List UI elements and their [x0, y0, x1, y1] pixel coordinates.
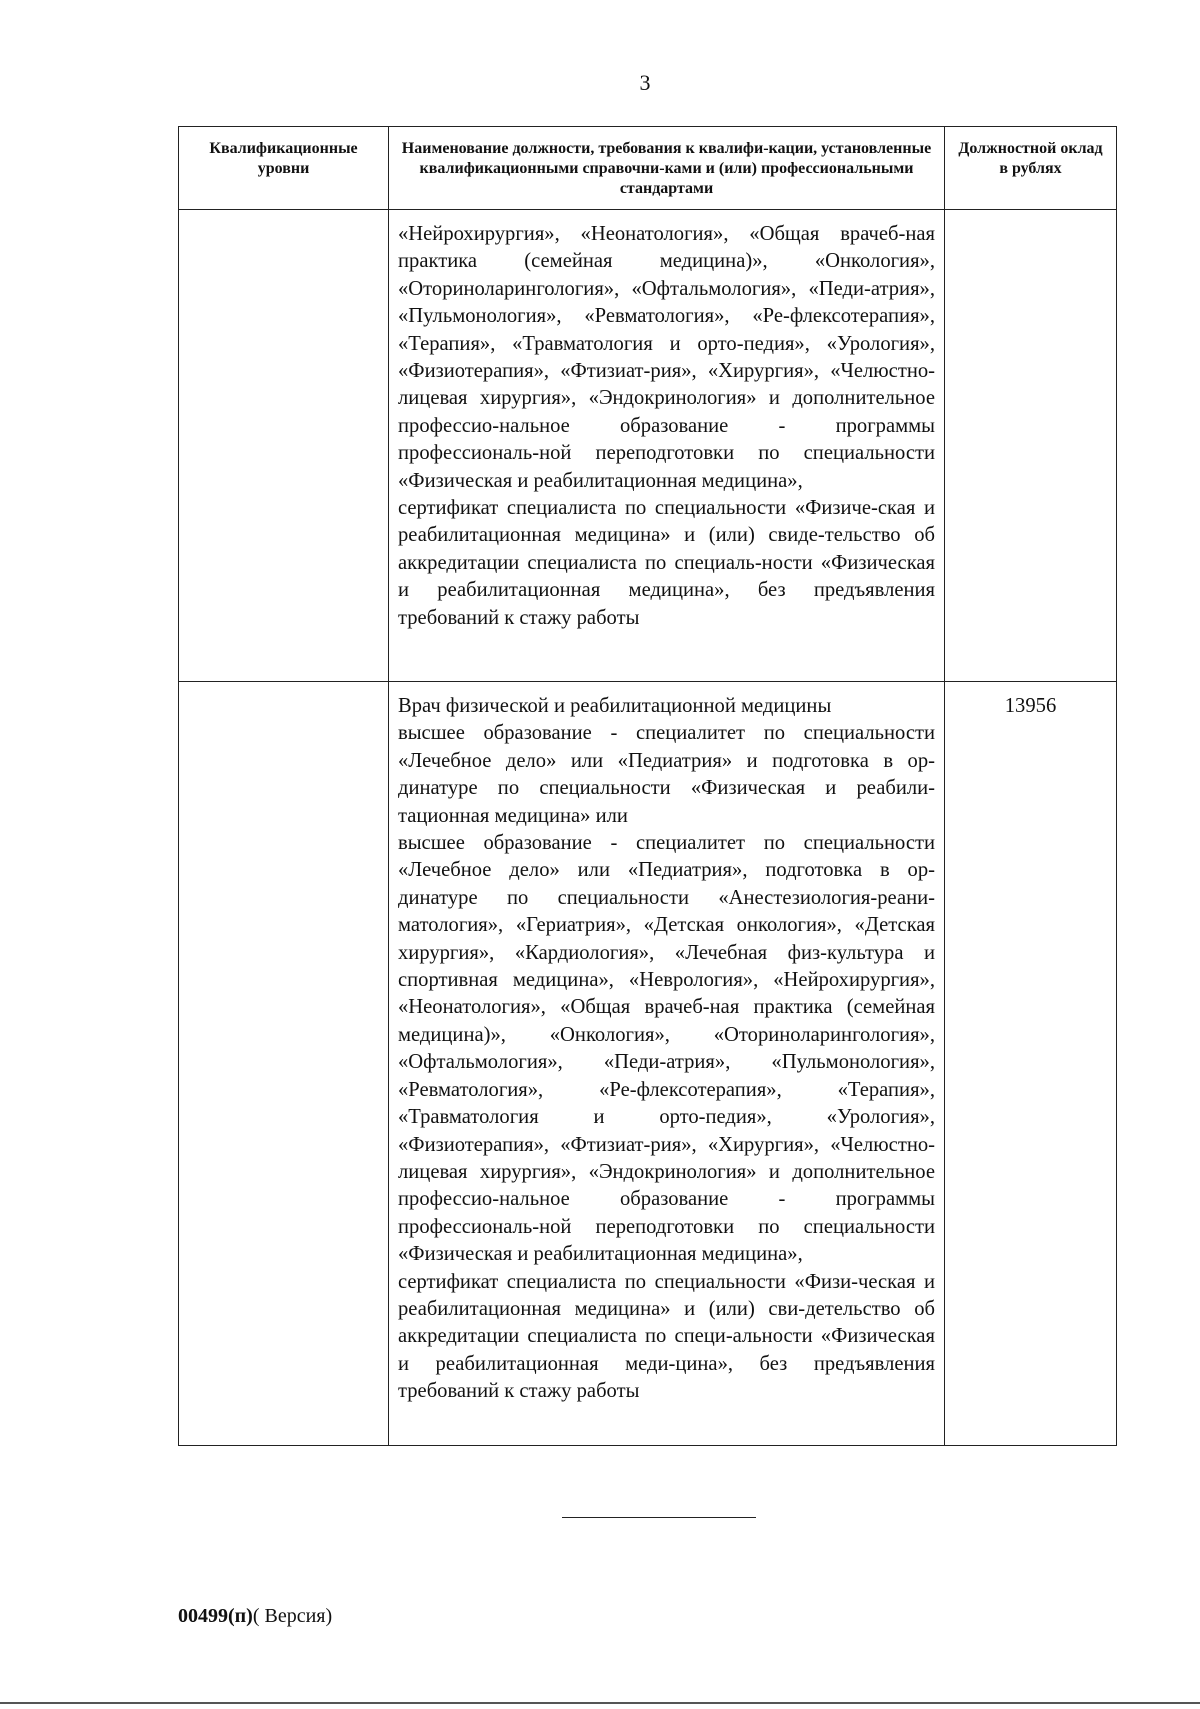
document-code-version: ( Версия): [252, 1605, 333, 1627]
description-cell: [389, 210, 945, 682]
level-cell: [179, 210, 389, 682]
description-cell: [389, 682, 945, 1446]
level-cell: [179, 682, 389, 1446]
salary-cell: [945, 682, 1117, 1446]
table-row: [179, 210, 1117, 682]
salary-value: [946, 211, 1115, 231]
table-row: [179, 682, 1117, 1446]
salary-value: 13956: [1004, 695, 1057, 717]
header-position-requirements: Наименование должности, требования к квалифи-кации, установленные квалификационными справочни-ками и (или) профессиональными стандартами: [389, 127, 945, 210]
document-code: [178, 1605, 332, 1628]
description-text: «Нейрохирургия», «Неонатология», «Общая врачеб-ная практика (семейная медицина)», «Онкология», «Оториноларингология», «Офтальмология», «Педи-атрия», «Пульмонология», «Ревматология», «Ре-флексотерапия», «Терапия», «Травматология и орто-педия», «Урология», «Физиотерапия», «Фтизиат-рия», «Хирургия», «Челюстно-лицевая хирургия», «Эндокринология» и дополнительное профессио-нальное образование - программы профессиональ-ной переподготовки по специальности «Физическая и реабилитационная медицина», сертификат специалиста по специальности «Физиче-ская и реабилитационная медицина» и (или) свиде-тельство об аккредитации специалиста по специаль-ности «Физическая и реабилитационная медицина», без предъявления требований к стажу работы: [398, 223, 935, 629]
description-text: Врач физической и реабилитационной медицины высшее образование - специалитет по специальности «Лечебное дело» или «Педиатрия» и подготовка в ор-динатуре по специальности «Физическая и реабили-тационная медицина» или высшее образование - специалитет по специальности «Лечебное дело» или «Педиатрия», подготовка в ор-динатуре по специальности «Анестезиология-реани-матология», «Гериатрия», «Детская онкология», «Детская хирургия», «Кардиология», «Лечебная физ-культура и спортивная медицина», «Неврология», «Нейрохирургия», «Неонатология», «Общая врачеб-ная практика (семейная медицина)», «Онкология», «Оториноларингология», «Офтальмология», «Педи-атрия», «Пульмонология», «Ревматология», «Ре-флексотерапия», «Терапия», «Травматология и орто-педия», «Урология», «Физиотерапия», «Фтизиат-рия», «Хирургия», «Челюстно-лицевая хирургия», «Эндокринология» и дополнительное профессио-нальное образование - программы профессиональ-ной переподготовки по специальности «Физическая и реабилитационная медицина», сертификат специалиста по специальности «Физи-ческая и реабилитационная медицина» и (или) сви-детельство об аккредитации специалиста по специ-альности «Физическая и реабилитационная меди-цина», без предъявления требований к стажу работы: [398, 695, 935, 1403]
page-number: 3: [639, 70, 651, 95]
table-header-row: [179, 127, 1117, 210]
document-code-number: 00499(п): [178, 1605, 253, 1627]
qualification-table: [178, 126, 1117, 1446]
salary-cell: [945, 210, 1117, 682]
scan-edge-line: [0, 1702, 1200, 1704]
header-salary: Должностной оклад в рублях: [945, 127, 1117, 210]
end-of-table-rule: [562, 1517, 756, 1518]
header-qualification-levels: Квалификационные уровни: [179, 127, 389, 210]
